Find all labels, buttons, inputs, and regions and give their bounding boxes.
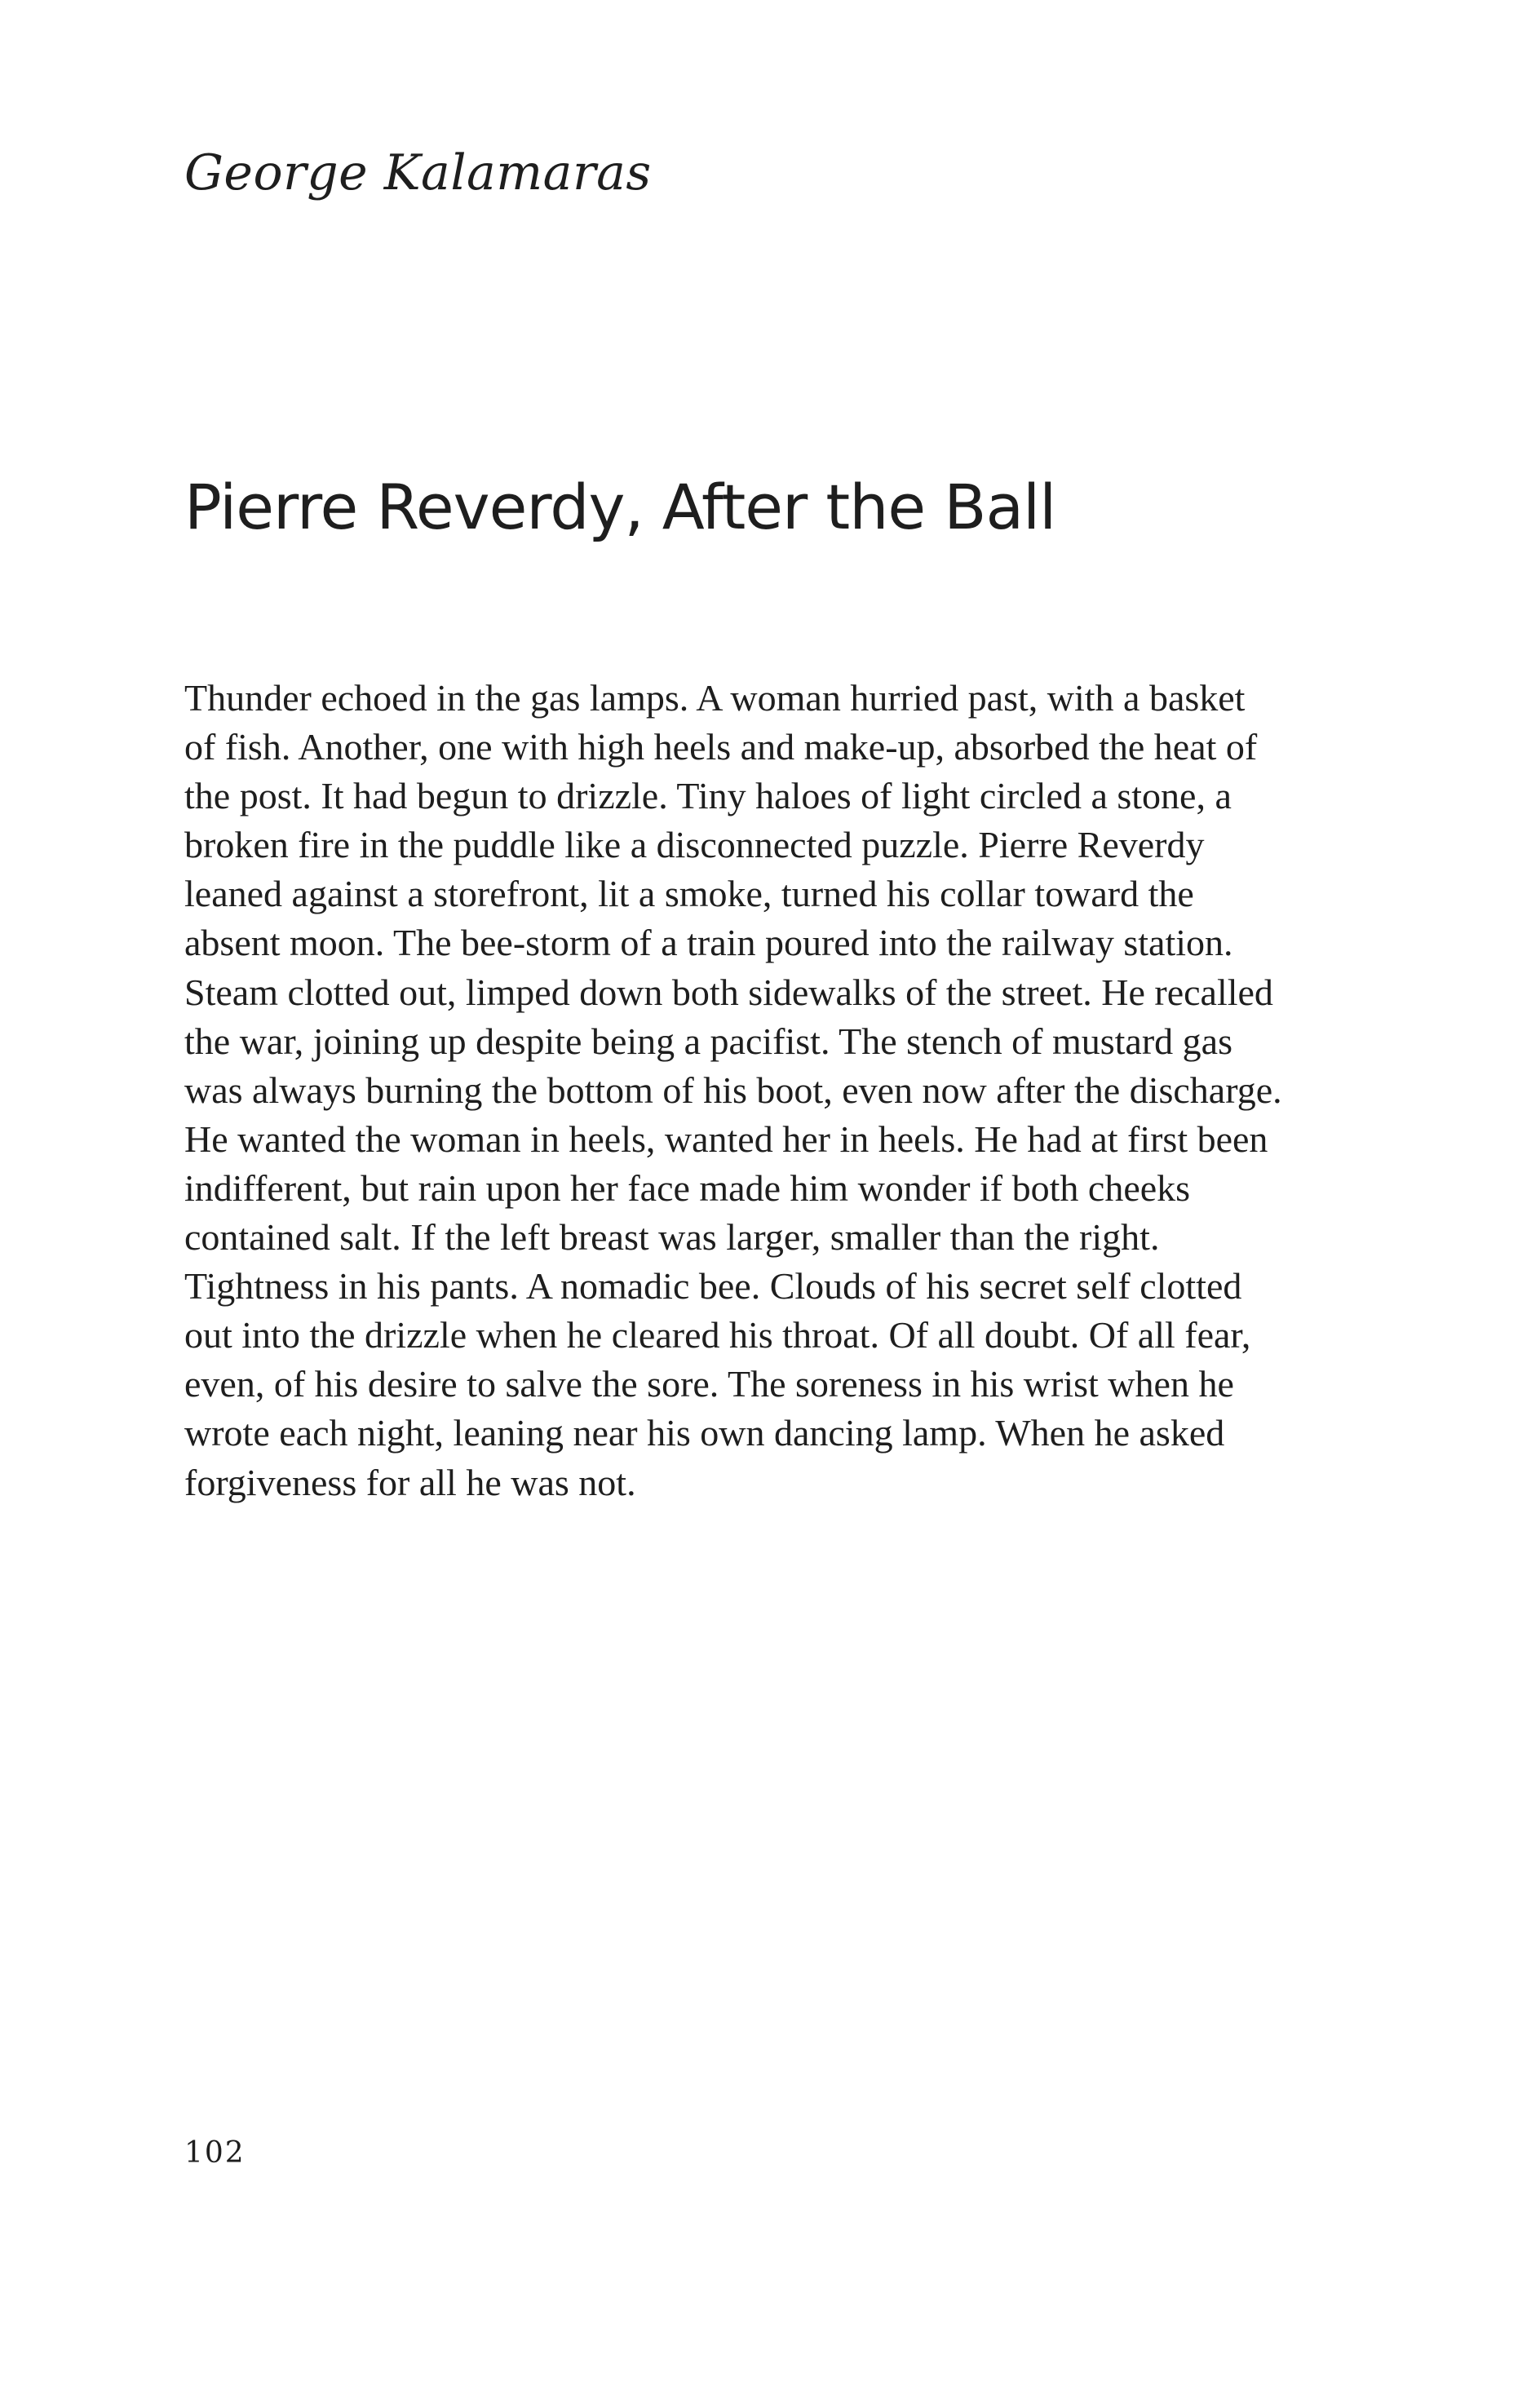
poem-line: of fish. Another, one with high heels and make-up, absorbed the heat of [184, 726, 1258, 768]
poem-line: leaned against a storefront, lit a smoke, turned his collar toward the [184, 873, 1194, 915]
poem-line: even, of his desire to salve the sore. The soreness in his wrist when he [184, 1363, 1234, 1405]
poem-body [184, 674, 1375, 1507]
poem-line: Thunder echoed in the gas lamps. A woman hurried past, with a basket [184, 677, 1246, 719]
poem-line: wrote each night, leaning near his own dancing lamp. When he asked [184, 1412, 1225, 1454]
poem-line: broken fire in the puddle like a disconnected puzzle. Pierre Reverdy [184, 824, 1205, 866]
poem-title: Pierre Reverdy, After the Ball [184, 471, 1056, 543]
page-number: 102 [184, 2136, 246, 2170]
poem-line: absent moon. The bee-storm of a train poured into the railway station. [184, 922, 1233, 964]
poem-line: out into the drizzle when he cleared his throat. Of all doubt. Of all fear, [184, 1314, 1251, 1356]
poem-line: was always burning the bottom of his boot, even now after the discharge. [184, 1069, 1282, 1111]
poem-line: the war, joining up despite being a pacifist. The stench of mustard gas [184, 1020, 1232, 1062]
running-header-author: George Kalamaras [184, 144, 652, 201]
poem-line: Steam clotted out, limped down both sidewalks of the street. He recalled [184, 971, 1273, 1013]
poem-line: Tightness in his pants. A nomadic bee. Clouds of his secret self clotted [184, 1265, 1242, 1308]
poem-line: indifferent, but rain upon her face made him wonder if both cheeks [184, 1166, 1191, 1209]
poem-line: forgiveness for all he was not. [184, 1461, 636, 1503]
poem-line: the post. It had begun to drizzle. Tiny haloes of light circled a stone, a [184, 775, 1232, 817]
poem-line: contained salt. If the left breast was larger, smaller than the right. [184, 1216, 1160, 1259]
poem-line: He wanted the woman in heels, wanted her in heels. He had at first been [184, 1117, 1268, 1160]
